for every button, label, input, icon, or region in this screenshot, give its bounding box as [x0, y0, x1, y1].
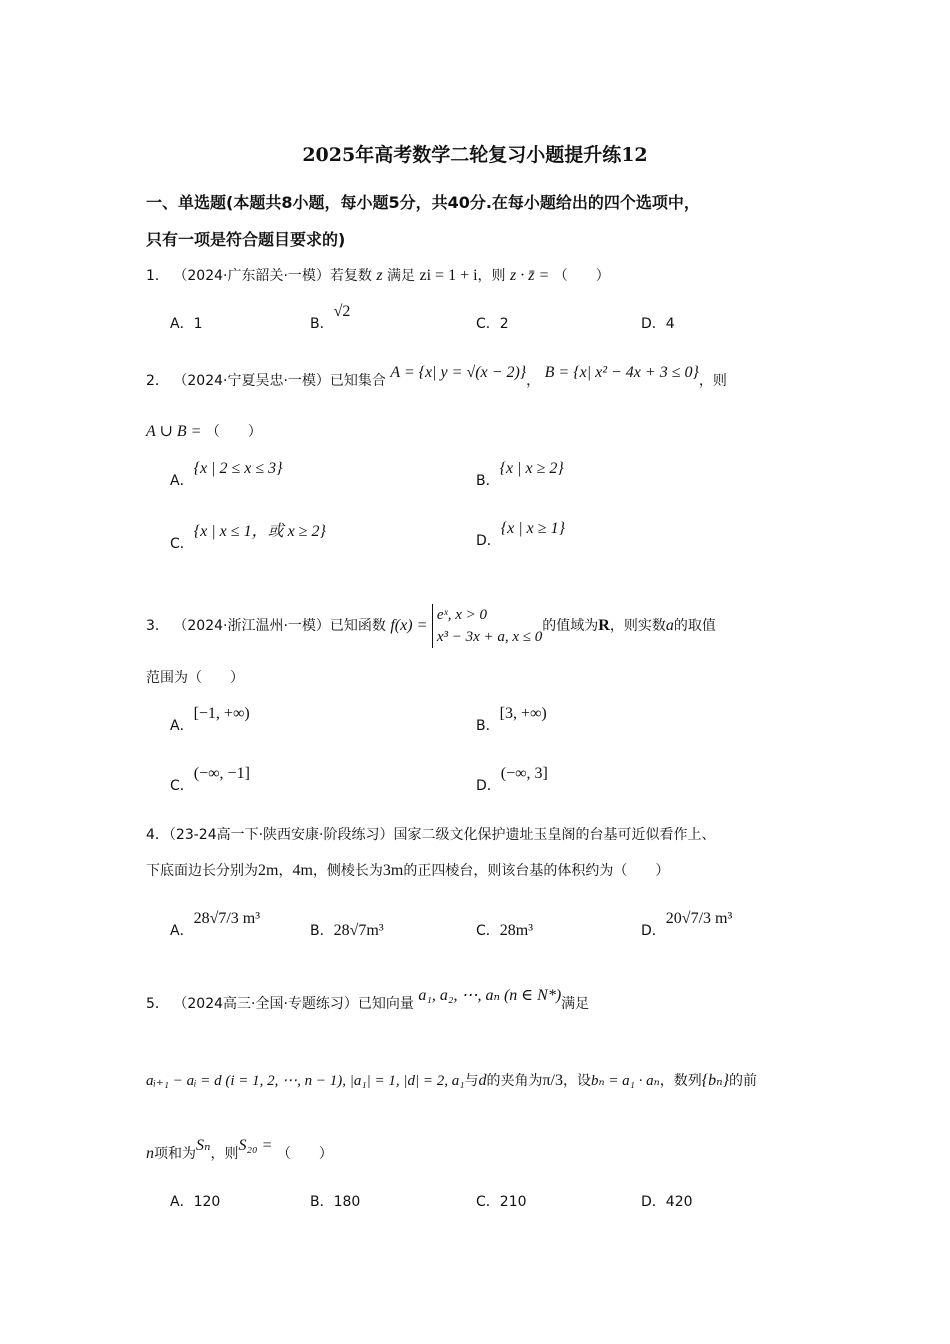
math-d: d — [478, 1072, 487, 1089]
question-number: 1． — [146, 268, 169, 284]
option-value: 28√7/3 m³ — [193, 910, 261, 927]
q1-option-b — [310, 303, 351, 333]
math-bn: bₙ = a₁ · aₙ — [590, 1073, 660, 1089]
section-header-line1: 一、单选题(本题共8小题，每小题5分，共40分.在每小题给出的四个选项中， — [146, 193, 700, 212]
question-text: 的正四棱台，则该台基的体积约为（ ） — [403, 863, 670, 879]
option-value: 1 — [193, 316, 203, 332]
question-5 — [146, 987, 590, 1013]
math-vectors: a₁, a₂, ⋯, aₙ (n ∈ N*) — [418, 987, 562, 1004]
question-source: （2024·浙江温州·一模）已知函数 — [173, 618, 386, 634]
math-set-a: A = {x| y = √(x − 2)} — [390, 364, 527, 381]
q5-option-a — [170, 1191, 220, 1211]
math-equation: zi = 1 + i — [419, 267, 478, 284]
math-s20: S₂₀ = — [238, 1137, 273, 1154]
option-label: B． — [476, 473, 500, 489]
page-title: 2025年高考数学二轮复习小题提升练12 — [302, 144, 648, 166]
option-label: C． — [170, 536, 194, 552]
question-3-line2: 范围为（ ） — [146, 670, 244, 686]
q2-option-a — [170, 460, 283, 490]
math-value: 3m — [382, 862, 404, 879]
option-label: D． — [476, 533, 501, 549]
question-text: ，则实数 — [609, 618, 666, 634]
q4-option-b — [310, 920, 384, 940]
option-value: {x | 2 ≤ x ≤ 3} — [193, 460, 283, 477]
q3-option-b — [476, 705, 547, 735]
answer-paren: （ ） — [276, 1146, 333, 1162]
math-set-b: B = {x| x² − 4x + 3 ≤ 0} — [544, 364, 699, 381]
question-5-line3 — [146, 1137, 333, 1163]
math-value: 2m — [258, 862, 279, 879]
option-label: C． — [476, 923, 500, 939]
math-z: z — [376, 267, 383, 284]
math-n: n — [146, 1145, 154, 1162]
q4-option-a — [170, 910, 261, 940]
math-value: 4m — [292, 862, 313, 879]
q5-option-c — [476, 1191, 527, 1211]
q2-option-b — [476, 460, 564, 490]
question-text: 的夹角为 — [486, 1073, 543, 1089]
q4-option-c — [476, 920, 533, 940]
option-value: 28m³ — [499, 922, 534, 939]
option-value: (−∞, −1] — [193, 765, 250, 782]
q2-option-d — [476, 520, 565, 550]
option-value: 28√7m³ — [333, 922, 384, 939]
question-text: 的取值 — [673, 618, 716, 634]
option-label: B． — [310, 316, 334, 332]
option-label: A． — [170, 316, 194, 332]
q1-option-c — [476, 313, 509, 333]
question-5-line2 — [146, 1070, 757, 1090]
question-text: ，则 — [477, 268, 506, 284]
option-label: D． — [476, 778, 501, 794]
question-text: （23-24高一下·陕西安康·阶段练习）国家二级文化保护遗址玉皇阁的台基可近似看作上、 — [168, 827, 716, 843]
question-4 — [146, 824, 716, 844]
math-union: A ∪ B = — [146, 423, 202, 440]
question-4-line2 — [146, 860, 669, 880]
question-text: ， — [526, 373, 541, 389]
option-value: [3, +∞) — [499, 705, 547, 722]
option-value: 2 — [499, 316, 509, 332]
option-label: B． — [476, 718, 500, 734]
option-value: 120 — [193, 1194, 221, 1210]
math-sn: Sₙ — [196, 1137, 211, 1154]
question-text: ，则 — [698, 373, 727, 389]
math-fx: f(x) = — [390, 617, 428, 634]
piecewise-cases — [432, 604, 542, 648]
q3-option-d — [476, 765, 548, 795]
option-value: {x | x ≥ 1} — [500, 520, 565, 537]
option-label: A． — [170, 473, 194, 489]
option-label: B． — [310, 923, 334, 939]
question-source: （2024·宁夏吴忠·一模）已知集合 — [173, 373, 386, 389]
question-text: 满足 — [387, 268, 416, 284]
option-value: (−∞, 3] — [500, 765, 548, 782]
option-label: A． — [170, 718, 194, 734]
case-1: eˣ, x > 0 — [436, 607, 487, 623]
question-number: 2． — [146, 373, 169, 389]
option-value: [−1, +∞) — [193, 705, 250, 722]
question-3 — [146, 604, 716, 648]
option-label: D． — [641, 316, 666, 332]
math-condition: aᵢ₊₁ − aᵢ = d (i = 1, 2, ⋯, n − 1), |a₁| = 1, |d| = 2, a₁ — [146, 1073, 465, 1089]
question-text: 下底面边长分别为 — [146, 863, 258, 879]
q1-option-d — [641, 313, 675, 333]
answer-paren: （ ） — [205, 424, 262, 440]
answer-paren: （ ） — [553, 268, 610, 284]
q5-option-b — [310, 1191, 360, 1211]
math-sequence: {bₙ} — [701, 1072, 730, 1089]
option-label: B． — [310, 1194, 334, 1210]
question-source: （2024·广东韶关·一模）若复数 — [173, 268, 372, 284]
option-value: 20√7/3 m³ — [665, 910, 733, 927]
question-text: ，设 — [562, 1073, 591, 1089]
question-number: 3． — [146, 618, 169, 634]
question-text: 与 — [464, 1073, 479, 1089]
option-value: {x | x ≥ 2} — [499, 460, 564, 477]
question-text: 满足 — [561, 996, 590, 1012]
option-value: 420 — [665, 1194, 693, 1210]
question-1 — [146, 265, 610, 285]
math-a: a — [665, 617, 674, 634]
math-fraction: π/3 — [542, 1072, 563, 1089]
option-label: A． — [170, 923, 194, 939]
question-number: 5． — [146, 996, 169, 1012]
option-value: 210 — [499, 1194, 527, 1210]
option-value: {x | x ≤ 1，或 x ≥ 2} — [193, 523, 326, 540]
question-text: ， — [278, 863, 293, 879]
option-label: D． — [641, 923, 666, 939]
question-text: ，数列 — [659, 1073, 702, 1089]
option-label: C． — [476, 1194, 500, 1210]
question-text: 项和为 — [154, 1146, 196, 1162]
option-value: 180 — [333, 1194, 361, 1210]
q4-option-d — [641, 910, 733, 940]
math-r: R — [598, 617, 610, 634]
question-source: （2024高三·全国·专题练习）已知向量 — [173, 996, 414, 1012]
option-value: √2 — [333, 303, 351, 320]
math-expression: z · z̄ = — [510, 267, 550, 284]
question-2 — [146, 364, 727, 390]
option-label: D． — [641, 1194, 666, 1210]
section-header-line2: 只有一项是符合题目要求的) — [146, 230, 346, 249]
question-text: 的值域为 — [542, 618, 599, 634]
q3-option-c — [170, 765, 250, 795]
question-number: 4． — [146, 827, 169, 843]
question-text: ，则 — [210, 1146, 239, 1162]
question-2-line2 — [146, 421, 262, 441]
q1-option-a — [170, 313, 203, 333]
option-label: C． — [476, 316, 500, 332]
q2-option-c — [170, 523, 326, 553]
option-value: 4 — [665, 316, 675, 332]
case-2: x³ − 3x + a, x ≤ 0 — [436, 629, 543, 645]
option-label: A． — [170, 1194, 194, 1210]
q3-option-a — [170, 705, 250, 735]
option-label: C． — [170, 778, 194, 794]
q5-option-d — [641, 1191, 693, 1211]
question-text: ，侧棱长为 — [312, 863, 383, 879]
question-text: 的前 — [729, 1073, 758, 1089]
